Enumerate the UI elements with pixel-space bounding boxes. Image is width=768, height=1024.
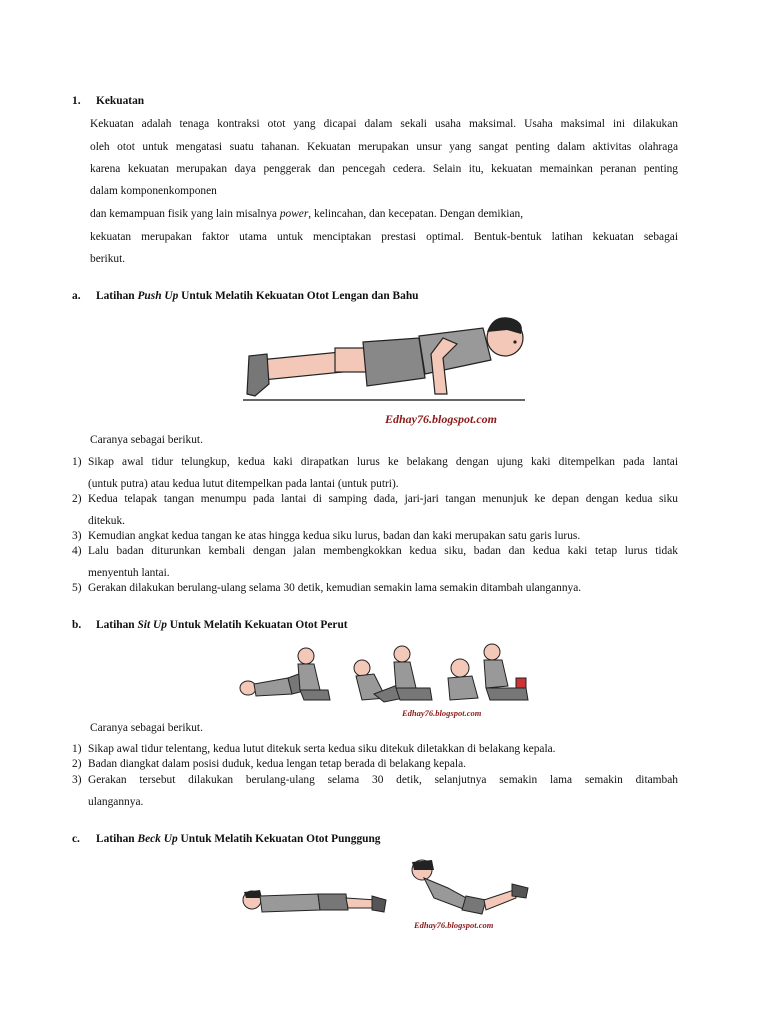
step-b1-line-1: Sikap awal tidur telentang, kedua lutut ditekuk serta kedua siku ditekuk diletakkan di belakang kepala. (88, 743, 556, 755)
section-number: 1. (72, 95, 81, 107)
section-title: Kekuatan (96, 95, 145, 107)
intro-line-3: karena kekuatan merupakan daya penggerak dan pencegah cedera. Selain itu, kekuatan memainkan peranan penting (90, 163, 678, 175)
step-a4-line-2: menyentuh lantai. (88, 567, 170, 579)
exercise-a-heading: Latihan Push Up Untuk Melatih Kekuatan Otot Lengan dan Bahu (96, 290, 419, 302)
step-a1-line-1: Sikap awal tidur telungkup, kedua kaki dirapatkan lurus ke belakang dengan ujung kaki ditempelkan pada lantai (88, 456, 678, 468)
back-up-caption: Edhay76.blogspot.com (414, 920, 494, 930)
intro-line-6: kekuatan merupakan faktor utama untuk menciptakan prestasi optimal. Bentuk-bentuk latihan kekuatan sebagai (90, 231, 678, 243)
sit-up-caption: Edhay76.blogspot.com (402, 708, 482, 718)
step-a5-number: 5) (72, 582, 82, 594)
exercise-b-heading: Latihan Sit Up Untuk Melatih Kekuatan Otot Perut (96, 619, 348, 631)
step-a2-line-1: Kedua telapak tangan menumpu pada lantai di samping dada, jari-jari tangan menunjuk ke depan dengan kedua siku (88, 493, 678, 505)
step-a3-number: 3) (72, 530, 82, 542)
step-a5-line-1: Gerakan dilakukan berulang-ulang selama 30 detik, kemudian semakin lama semakin ditambah ulangannya. (88, 582, 582, 594)
step-a3-line-1: Kemudian angkat kedua tangan ke atas hingga kedua siku lurus, badan dan kaki merupakan satu garis lurus. (88, 530, 581, 542)
push-up-illustration (235, 308, 533, 432)
exercise-b-intro: Caranya sebagai berikut. (90, 722, 203, 734)
intro-line-7: berikut. (90, 253, 126, 265)
step-a2-line-2: ditekuk. (88, 515, 126, 527)
step-b1-number: 1) (72, 743, 82, 755)
step-a2-number: 2) (72, 493, 82, 505)
exercise-a-letter: a. (72, 290, 81, 302)
sit-up-illustration (234, 638, 538, 720)
step-a4-number: 4) (72, 545, 82, 557)
push-up-caption: Edhay76.blogspot.com (385, 412, 498, 426)
step-a1-line-2: (untuk putra) atau kedua lutut ditempelkan pada lantai (untuk putri). (88, 478, 399, 490)
step-a4-line-1: Lalu badan diturunkan kembali dengan jalan membengkokkan kedua siku, badan dan kedua kaki tetap lurus tidak (88, 545, 678, 557)
exercise-a-intro: Caranya sebagai berikut. (90, 434, 203, 446)
step-a1-number: 1) (72, 456, 82, 468)
exercise-c-heading: Latihan Beck Up Untuk Melatih Kekuatan Otot Punggung (96, 833, 381, 845)
back-up-illustration (234, 852, 536, 932)
step-b2-number: 2) (72, 758, 82, 770)
intro-line-2: oleh otot untuk mengatasi suatu tahanan. Kekuatan merupakan unsur yang sangat penting dalam aktivitas olahraga (90, 141, 678, 153)
intro-line-1: Kekuatan adalah tenaga kontraksi otot yang dicapai dalam sekali usaha maksimal. Usaha maksimal ini dilakukan (90, 118, 678, 130)
step-b2-line-1: Badan diangkat dalam posisi duduk, kedua lengan tetap berada di belakang kepala. (88, 758, 466, 770)
exercise-b-letter: b. (72, 619, 82, 631)
intro-line-4: dalam komponenkomponen (90, 185, 217, 197)
exercise-c-letter: c. (72, 833, 80, 845)
intro-line-5: dan kemampuan fisik yang lain misalnya power, kelincahan, dan kecepatan. Dengan demikian, (90, 208, 524, 220)
step-b3-number: 3) (72, 774, 82, 786)
step-b3-line-2: ulangannya. (88, 796, 144, 808)
step-b3-line-1: Gerakan tersebut dilakukan berulang-ulang selama 30 detik, selanjutnya semakin lama semakin ditambah (88, 774, 678, 786)
